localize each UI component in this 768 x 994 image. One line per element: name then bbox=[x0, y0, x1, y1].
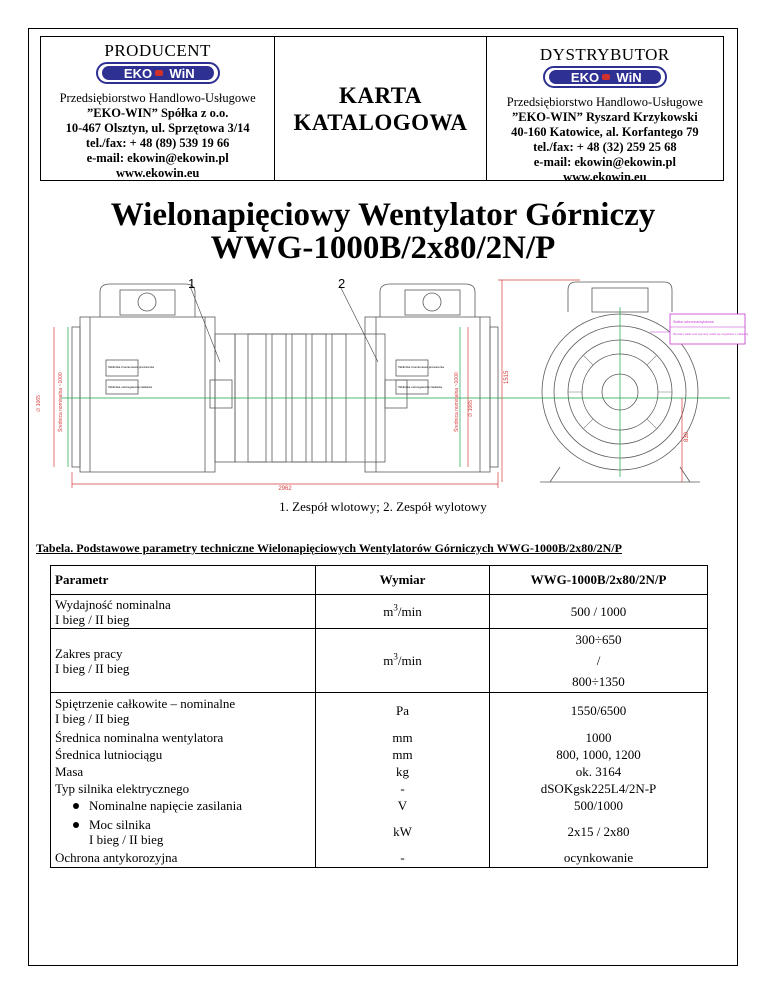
distributor-email: e-mail: ekowin@ekowin.pl bbox=[533, 155, 676, 169]
value-cell: 2x15 / 2x80 bbox=[490, 815, 708, 849]
producer-role: PRODUCENT bbox=[104, 41, 211, 60]
note-box bbox=[670, 314, 745, 344]
svg-text:WiN: WiN bbox=[616, 70, 642, 85]
table-title: Tabela. Podstawowe parametry techniczne Wielonapięciowych Wentylatorów Górniczych WWG-1000B/2x80/2N/P bbox=[36, 541, 622, 555]
document-model: WWG-1000B/2x80/2N/P bbox=[210, 230, 556, 266]
param-name: Spiętrzenie całkowite – nominalne bbox=[55, 695, 236, 711]
unit-cell: - bbox=[316, 780, 490, 797]
catalog-card-cell bbox=[275, 37, 486, 180]
unit-cell: - bbox=[316, 849, 490, 868]
distributor-phone: tel./fax: + 48 (32) 259 25 68 bbox=[533, 140, 677, 154]
distributor-address: 40-160 Katowice, al. Korfantego 79 bbox=[511, 125, 699, 139]
inlet-housing bbox=[80, 317, 215, 472]
katalogowa-label: KATALOGOWA bbox=[293, 109, 468, 135]
eko-win-logo bbox=[543, 66, 667, 88]
green-dimension-lines bbox=[60, 307, 730, 477]
table-row bbox=[51, 849, 708, 868]
distributor-line2: ”EKO-WIN” Ryszard Krzykowski bbox=[512, 110, 698, 124]
distributor-role: DYSTRYBUTOR bbox=[539, 45, 670, 64]
dim-diam-left: ∅ 1065 bbox=[36, 395, 42, 412]
table-row bbox=[51, 729, 708, 746]
param-cell bbox=[51, 595, 316, 629]
bullet-icon bbox=[73, 803, 79, 809]
value-cell: 1550/6500 bbox=[490, 693, 708, 729]
drawing-caption: 1. Zespół wlotowy; 2. Zespół wylotowy bbox=[279, 499, 487, 514]
param-name: Typ silnika elektrycznego bbox=[51, 780, 316, 797]
plate-2-text: Tabliczka ostrzegawcza zasilania bbox=[108, 385, 153, 389]
svg-text:EKO: EKO bbox=[123, 66, 152, 81]
table-row bbox=[51, 629, 708, 693]
producer-line1: Przedsiębiorstwo Handlowo-Usługowe bbox=[59, 91, 256, 105]
distributor-www: www.ekowin.eu bbox=[563, 170, 647, 184]
dim-right: 830 bbox=[684, 431, 690, 442]
svg-text:EKO: EKO bbox=[570, 70, 599, 85]
producer-www: www.ekowin.eu bbox=[115, 166, 200, 180]
header-parametr: Parametr bbox=[51, 566, 316, 595]
parameters-table bbox=[50, 565, 708, 868]
header-wymiar: Wymiar bbox=[316, 566, 490, 595]
technical-drawing bbox=[20, 272, 750, 497]
unit-cell: mm bbox=[316, 746, 490, 763]
producer-address: 10-467 Olsztyn, ul. Sprzętowa 3/14 bbox=[65, 121, 250, 135]
dim-height: 1515 bbox=[504, 370, 510, 384]
dim-total-length: 2962 bbox=[278, 486, 292, 492]
param-name: Moc silnika bbox=[89, 816, 151, 832]
unit-cell: Pa bbox=[316, 693, 490, 729]
table-row bbox=[51, 763, 708, 780]
header-model: WWG-1000B/2x80/2N/P bbox=[490, 566, 708, 595]
param-cell bbox=[51, 693, 316, 729]
svg-text:WiN: WiN bbox=[169, 66, 195, 81]
unit-cell: $m^3/\min$ bbox=[316, 629, 490, 693]
dim-nominal-mid: Średnica nominalna ~1000 bbox=[454, 372, 460, 432]
param-name: Wydajność nominalna bbox=[55, 596, 171, 612]
plate-4-text: Tabliczka ostrzegawcza zasilania bbox=[398, 385, 443, 389]
note-1-text: Siatka ochronna/wylotowa bbox=[673, 320, 714, 324]
unit-cell: V bbox=[316, 797, 490, 815]
param-name: Średnica lutniociągu bbox=[51, 746, 316, 763]
producer-email: e-mail: ekowin@ekowin.pl bbox=[86, 151, 229, 165]
param-name: Ochrona antykorozyjna bbox=[51, 849, 316, 868]
dim-nominal-left: Średnica nominalna ~1000 bbox=[58, 372, 64, 432]
param-sub: I bieg / II bieg bbox=[55, 710, 130, 726]
value-cell: 500 / 1000 bbox=[490, 595, 708, 629]
note-2-text: Wymiary siatki oraz wymiary ucieki się uzgodnień z odbiorcą bbox=[673, 332, 748, 336]
param-name: Średnica nominalna wentylatora bbox=[51, 729, 316, 746]
table-row bbox=[51, 780, 708, 797]
param-name: Nominalne napięcie zasilania bbox=[89, 798, 243, 813]
table-row bbox=[51, 815, 708, 849]
header-box bbox=[40, 36, 724, 184]
param-cell bbox=[51, 629, 316, 693]
param-cell bbox=[51, 797, 316, 815]
distributor-line1: Przedsiębiorstwo Handlowo-Usługowe bbox=[506, 95, 703, 109]
label-2: 2 bbox=[338, 276, 346, 291]
producer-phone: tel./fax: + 48 (89) 539 19 66 bbox=[85, 136, 230, 150]
producer-cell bbox=[41, 37, 275, 180]
plate-3-text: Tabliczka znamionowa producenta bbox=[398, 365, 444, 369]
producer-line2: ”EKO-WIN” Spółka z o.o. bbox=[86, 106, 229, 120]
bullet-icon bbox=[73, 822, 79, 828]
distributor-cell bbox=[487, 37, 723, 184]
param-name: Zakres pracy bbox=[55, 645, 123, 661]
inlet-flange bbox=[72, 327, 80, 467]
param-sub: I bieg / II bieg bbox=[55, 660, 130, 676]
value-cell: 800, 1000, 1200 bbox=[490, 746, 708, 763]
outlet-motor-frame bbox=[380, 284, 475, 317]
karta-label: KARTA bbox=[338, 82, 423, 108]
table-row bbox=[51, 797, 708, 815]
value-cell: 1000 bbox=[490, 729, 708, 746]
value-cell: ocynkowanie bbox=[490, 849, 708, 868]
inlet-motor-frame bbox=[100, 284, 195, 317]
unit-cell: mm bbox=[316, 729, 490, 746]
table-row bbox=[51, 693, 708, 729]
param-sub: I bieg / II bieg bbox=[55, 611, 130, 627]
value-cell: ok. 3164 bbox=[490, 763, 708, 780]
plate-1-text: Tabliczka znamionowa producenta bbox=[108, 365, 154, 369]
eko-win-logo bbox=[96, 62, 220, 84]
table-header-row bbox=[51, 566, 708, 595]
outlet-flange bbox=[490, 327, 498, 467]
param-name: Masa bbox=[51, 763, 316, 780]
unit-cell: kg bbox=[316, 763, 490, 780]
table-row bbox=[51, 595, 708, 629]
document-title: Wielonapięciowy Wentylator Górniczy bbox=[110, 197, 656, 233]
value-cell: 300÷650 / 800÷1350 bbox=[490, 629, 708, 693]
param-cell bbox=[51, 815, 316, 849]
outlet-housing bbox=[365, 317, 490, 472]
param-sub: I bieg / II bieg bbox=[89, 831, 164, 847]
label-1: 1 bbox=[188, 276, 196, 291]
unit-cell: kW bbox=[316, 815, 490, 849]
dim-diam-mid: ∅ 1065 bbox=[468, 400, 474, 417]
value-cell: 500/1000 bbox=[490, 797, 708, 815]
table-row bbox=[51, 746, 708, 763]
unit-cell: $m^3/\min$ bbox=[316, 595, 490, 629]
value-cell: dSOKgsk225L4/2N-P bbox=[490, 780, 708, 797]
